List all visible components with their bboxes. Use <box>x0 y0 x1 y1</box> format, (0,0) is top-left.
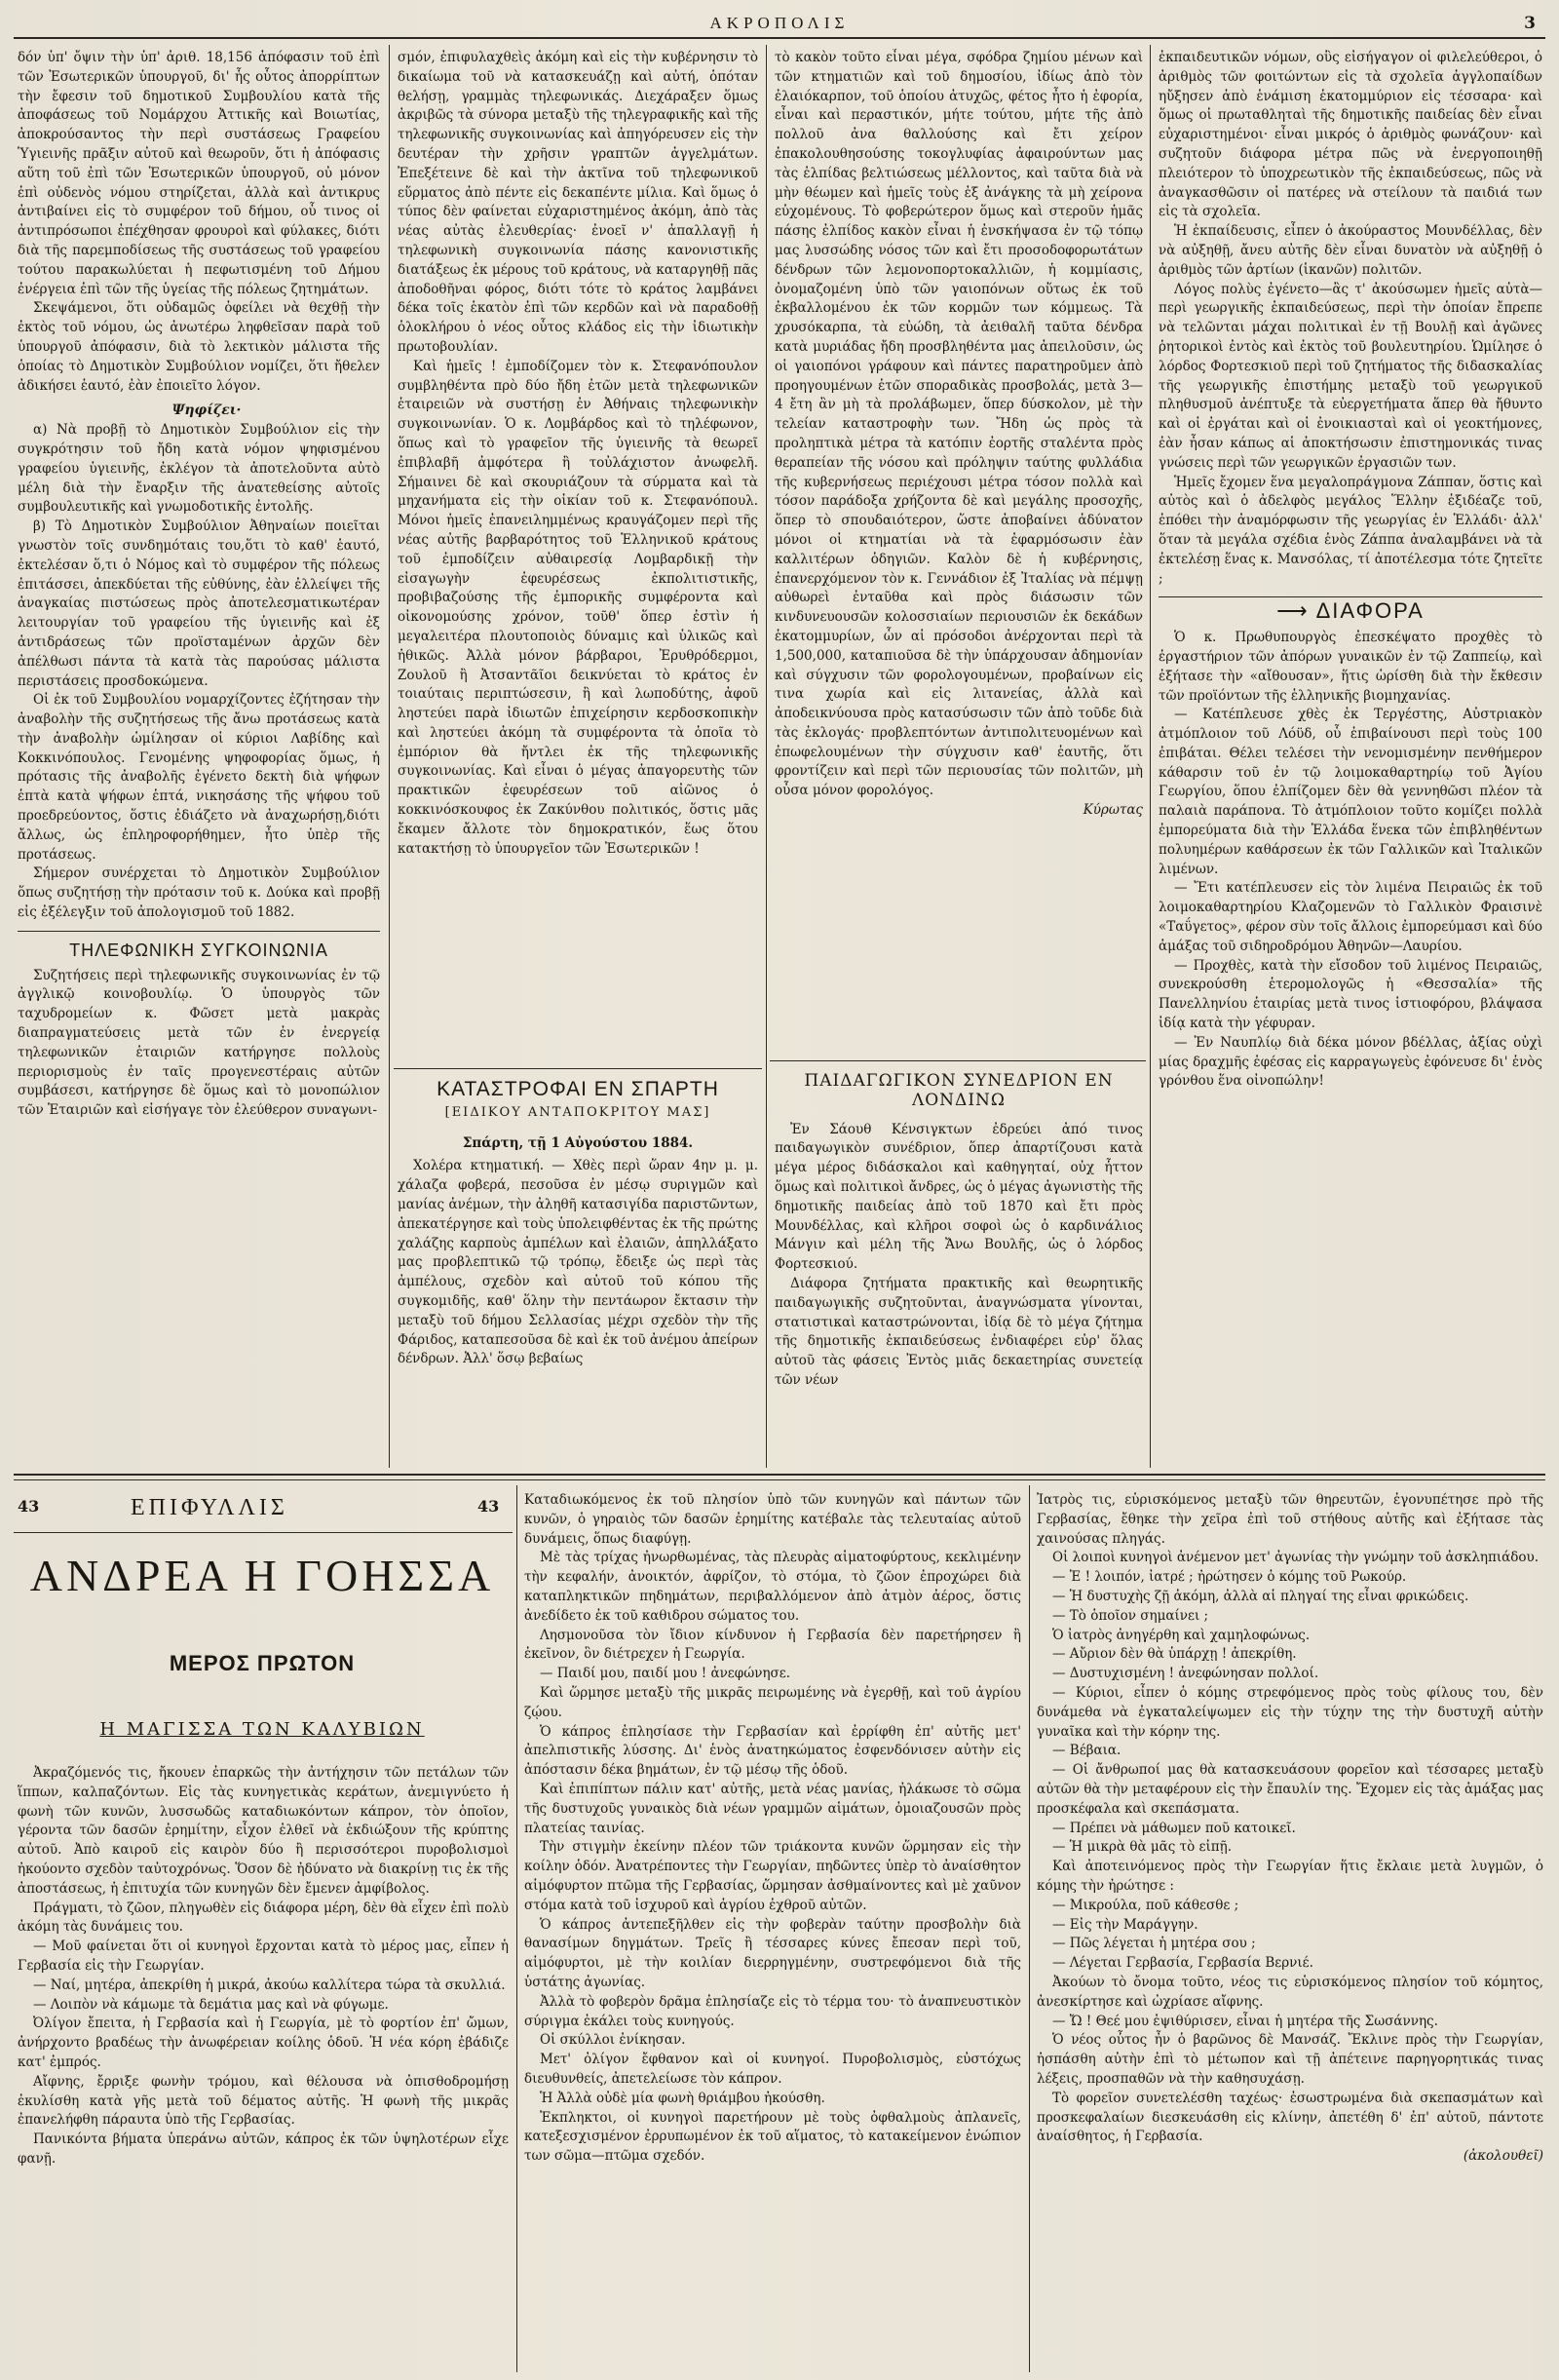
novel-paragraph: Καὶ ὥρμησε μεταξὺ τῆς μικρᾶς πειρωμένης νὰ ἐγερθῇ, καὶ τοῦ ἀγρίου ζῴου. <box>524 1684 1021 1720</box>
news-item: — Προχθὲς, κατὰ τὴν εἴσοδον τοῦ λιμένος Πειραιῶς, συνεκρούσθη ἑτερομολογῶς ἡ «Θεσσαλία» τῆς Πανελληνίου ἑταιρίας μετὰ τινος ἱστιοφόρου, βλάψασα ἰδίᾳ κατὰ τὴν γέφυραν. <box>1159 957 1542 1032</box>
novel-paragraph: Καὶ ἀποτεινόμενος πρὸς τὴν Γεωργίαν ἥτις ἔκλαιε μετὰ λυγμῶν, ὁ κόμης τὴν ἠρώτησε : <box>1037 1859 1543 1894</box>
feuilleton-rule <box>14 1479 1545 1480</box>
novel-paragraph: — Βέβαια. <box>1052 1743 1122 1759</box>
to-be-continued: (ἀκολουθεῖ) <box>1463 2148 1543 2165</box>
novel-paragraph: — Μικρούλα, ποῦ κάθεσθε ; <box>1052 1897 1239 1913</box>
sparta-article <box>398 1076 758 1466</box>
column-rule <box>1029 1485 1030 2372</box>
pedagogical-article <box>775 1066 1143 1466</box>
newspaper-title: ΑΚΡΟΠΟΛΙΣ <box>709 14 850 32</box>
article-paragraph: Χολέρα κτηματική. — Χθὲς περὶ ὥραν 4ην μ. μ. χάλαζα φοβερά, πεσοῦσα ἐν μέσῳ συριγμῶν καὶ μανίας ἀνέμων, τὴν ἀληθῆ κατασιγίδα παριστῶντων, ἀπεκατέργησε καὶ τοὺς ὑπολειφθέντας ἐκ τῆς πρώτης χαλάζης καρποὺς ἀμπέλων καὶ ἐλαιῶν, ἀπηλλάξατο μας προβλεπτικῶ τῷ τρόπῳ, ἔδειξε ὡς περὶ τὰς ἀμπέλους, σχεδὸν καὶ αὐτοῦ τοῦ κόπου τῆς συγκομιδῆς, καθ' ὅλην τὴν πεντάωρον ἔκτασιν τὴν μεταξὺ τοῦ δήμου Σελλασίας μέχρι σχεδὸν τὴν τῆς Φάριδος, καταπεσοῦσα δὲ καὶ ἐκ τοῦ ἀνέμου ἀπείρων δένδρων. Ἀλλ' ὅσῳ βεβαίως <box>398 1158 758 1367</box>
novel-paragraph: Μετ' ὀλίγον ἔφθανον καὶ οἱ κυνηγοί. Πυροβολισμὸς, εὐστόχως διευθυνθείς, ἀπετελείωσε τὸν κάπρον. <box>524 2052 1021 2087</box>
column-rule <box>516 1485 517 2372</box>
novel-paragraph: Μὲ τὰς τρίχας ἠνωρθωμένας, τὰς πλευρὰς αἱματοφύρτους, κεκλιμένην τὴν κεφαλήν, ἀνοικτόν, ἀφρίζον, τὸ στόμα, τὸ ζῶον ἐπροχώρει διὰ καταπληκτικῶν πηδημάτων, περιβαλλόμενον ἀπὸ ἀτμὸν ἀέρος, ὅστις ἀνεδίδετο ἐκ τοῦ καθιδρου σώματος του. <box>524 1550 1021 1624</box>
novel-paragraph: — Ναί, μητέρα, ἀπεκρίθη ἡ μικρά, ἀκούω καλλίτερα τώρα τὰ σκυλλιά. <box>33 1977 506 1993</box>
column-4 <box>1159 49 1542 1464</box>
article-paragraph: Ἐν Σάουθ Κένσιγκτων ἐδρεύει ἀπό τινος παιδαγωγικὸν συνέδριον, ὅπερ ἀπαρτίζουσι κατὰ μέγα μέρος διδάσκαλοι καὶ καθηγηταί, οὐχ ἧττον ὅμως καὶ πολιτικοὶ ἄνδρες, ὡς ὁ μέγας ἀγωνιστὴς τῆς δημοτικῆς παιδείας ἀπὸ τοῦ 1870 καὶ ἔτι πρὸς Μουνδέλλας, καὶ κλῆροι σοφοὶ ὡς ὁ καρδινάλιος Μάνγιν καὶ μέλη τῆς Ἄνω Βουλῆς, ὡς ὁ λόρδος Φορτεσκιού. <box>775 1121 1143 1273</box>
novel-paragraph: — Ὤ ! Θεέ μου ἐψιθύρισεν, εἶναι ἡ μητέρα τῆς Σωσάννης. <box>1052 2013 1438 2029</box>
novel-title: ΑΝΔΡΕΑ Η ΓΟΗΣΣΑ <box>29 1551 495 1600</box>
article-paragraph: Ἡ ἐκπαίδευσις, εἶπεν ὁ ἀκούραστος Μουνδέλλας, δὲν νὰ αὐξηθῇ, ἄνευ αὐτῆς δὲν εἶναι δυνατὸν νὰ αὐξηθῇ ὁ ἀριθμὸς τῶν ἀρτίων (ἱκανῶν) πολιτῶν. <box>1159 223 1542 278</box>
novel-paragraph: Ἡ Ἀλλὰ οὐδὲ μία φωνὴ θριάμβου ἠκούσθη. <box>540 2090 825 2106</box>
novel-paragraph: Ἀλλὰ τὸ φοβερὸν δρᾶμα ἐπλησίαζε εἰς τὸ τέρμα του· τὸ ἀναπνευστικὸν σύριγμα ἐκάλει τοὺς κυνηγούς. <box>524 1993 1021 2029</box>
article-paragraph: τὸ κακὸν τοῦτο εἶναι μέγα, σφόδρα ζημίου μένων καὶ τῶν κτηματιῶν καὶ τοῦ δημοσίου, ἰδίως ἀπὸ τὸν ἐλαιόκαρπον, τοῦ ὁποίου ἀτυχῶς, φέτος ἦτο ἡ ἐφορία, εἶναι καὶ περαστικόν, μήτε τούτου, μήτε τῆς ἀπὸ πολλοῦ ἀνα θαλλούσης καὶ ἔτι χείρον ἐπακολουθησούσης τοκογλυφίας ἀφαιρούντων μας τὰς ἐλπίδας βελτιώσεως μέλλοντος, καὶ ταῦτα διὰ νὰ μὴν θέωμεν καὶ ἡμεῖς τοὺς ἐξ ἀνάγκης τὰ μὴ χείρονα εὐχομένους. Τὸ φοβερώτερον ὅμως καὶ στεροῦν ἡμᾶς πάσης ἐλπίδος κακὸν εἶναι ἡ ἐνσκήψασα ἐν τῷ τόπῳ μας λυσσώδης νόσος τῶν καὶ ἔτι προσοδοφορωτάτων δένδρων τῶν λεμονοπορτοκαλλιῶν, ἡ κομμίασις, ὀνομαζομένη ὑπὸ τῶν γαιοπόνων οὕτως ἐκ τοῦ ἐκβαλλομένου ἐκ τῶν κορμῶν των κόμμεως. Τὰ χρυσόκαρπα, τὰ εὐώδη, τὰ ἀειθαλῆ ταῦτα δένδρα κατὰ μυριάδας ἤδη προσβληθέντα μας ἀπειλοῦσιν, ὡς οἱ γαιοπόνοι γράφουν καὶ πάντες παρατηροῦμεν ἀπὸ προηγουμένων ἐτῶν σποραδικὰς προσβολάς, μετὰ 3—4 ἔτη ἂν μὴ τὰ προλάβωμεν, ὅπερ δύσκολον, μὲ τὴν τελείαν καταστροφὴν των. Ἤδη ὡς πρὸς τὰ προληπτικὰ μέτρα τὰ κατόπιν ἐορτῆς σταλέντα πρὸς θεραπείαν τῆς νόσου καὶ πρόληψιν ταύτης φυλλάδια τῆς κυβερνήσεως περιέχουσι μέτρα τόσον πολλὰ καὶ τόσον παράδοξα χρήζοντα δὲ καὶ μεγάλης προσοχῆς, ὅπερ τὸ σπουδαιότερον, ὥστε ἀποβαίνει ἀδύνατον μόνοι οἱ κτηματίαι νὰ τὰ ἐφαρμόσωσιν ἐὰν καλλιτέρων ὁδηγιῶν. Καλὸν δὲ ἡ κυβέρνησις, ἐπανερχόμενον τὸν κ. Γεννάδιον ἐξ Ἰταλίας νὰ πέμψῃ αὐθωρεὶ ἐνταῦθα καὶ πρὸς διάσωσιν τῶν κινδυνευουσῶν κολοσσιαίων περιουσιῶν ἐκ δεκάδων ἑκατομμυρίων, ὧν αἱ πρόσοδοι ἀνέρχονται περὶ τὰ 1,500,000, καταπιοῦσα δὲ τὴν ὑπάρχουσαν ἀδημονίαν καὶ σύγχυσιν τῶν φορολογουμένων, προβαίνων εἰς τινα χωρία καὶ εἰς λιτανείας, ἀλλὰ καὶ ἀποδεικνύουσα πρὸς κατασύσωσιν τῶν ἀπὸ τοῦδε διὰ τὰς ἐκλογάς· προβλεπτόντων ἀντιπολιτευομένων καὶ ἐπωφελουμένων τὴν σύγχυσιν καθ' ἑαυτῆς, ὅτι φροντίζειν καὶ περὶ τῶν περιουσίας τῶν πολιτῶν, μὴ οὖσα μόνον φορολόγος. <box>775 50 1143 799</box>
novel-paragraph: — Αὔριον δὲν θὰ ὑπάρχῃ ! ἀπεκρίθη. <box>1052 1646 1297 1663</box>
column-1 <box>18 49 380 1462</box>
masthead <box>14 10 1545 39</box>
article-paragraph: δόν ὑπ' ὄψιν τὴν ὑπ' ἀριθ. 18,156 ἀπόφασιν τοῦ ἐπὶ τῶν Ἐσωτερικῶν ὑπουργοῦ, δι' ἧς οὗτος ἀπορρίπτων τὴν ἔφεσιν τοῦ δημοτικοῦ Συμβουλίου κατὰ τῆς ἀποφάσεως τοῦ Νομάρχου Ἀττικῆς καὶ Βοιωτίας, ἀποκρούσαντος τὴν περὶ συστάσεως Γραφείου Ὑγιεινῆς πρᾶξιν αὐτοῦ καὶ θεωροῦν, ὅτι ἡ ἀπόφασις αὕτη τοῦ ἐπὶ τῶν Ἐσωτερικῶν ὑπουργοῦ, οὐ μόνον ἐπὶ οὐδενὸς νόμου στηρίζεται, ἀλλὰ καὶ ἀντικρυς ἀντιβαίνει εἰς τὸ συμφέρον τοῦ δήμου, οὗ τινος οἱ ἀντιπρόσωποι ἐπέχθησαν φρουροὶ καὶ φύλακες, διότι διὰ τῆς παρεμποδίσεως τῆς συστάσεως τοῦ γραφείου τούτου παρακωλύεται ἡ πεφωτισμένη τοῦ Δήμου ἐνέργεια ἐπὶ τῶν τῆς ὑγείας τῆς πόλεως ζητημάτων. <box>18 50 380 297</box>
correspondent-note: [ΕΙΔΙΚΟΥ ΑΝΤΑΠΟΚΡΙΤΟΥ ΜΑΣ] <box>444 1104 711 1120</box>
feuilleton-column-1 <box>18 1764 509 2372</box>
novel-paragraph: — Δυστυχισμένη ! ἀνεφώνησαν πολλοί. <box>1052 1666 1319 1682</box>
novel-paragraph: — Ἡ μικρὰ θὰ μᾶς τὸ εἰπῇ. <box>1052 1839 1233 1856</box>
news-item: — Ἔτι κατέπλευσεν εἰς τὸν λιμένα Πειραιῶς ἐκ τοῦ λοιμοκαθαρτηρίου Κλαζομενῶν τὸ Γαλλικὸν Φραισινὲ «Ταΰγετος», φέρον σὺν τοῖς ἄλλοις ἐμπορεύμασι καὶ δύο ἁμάξας τοῦ σιδηροδρόμου Ἀθηνῶν—Λαυρίου. <box>1159 880 1542 954</box>
telephone-article-title: ΤΗΛΕΦΩΝΙΚΗ ΣΥΓΚΟΙΝΩΝΙΑ <box>69 940 328 960</box>
feuilleton-label: ΕΠΙΦΥΛΛΙΣ <box>131 1495 288 1520</box>
section-divider <box>18 931 380 932</box>
novel-paragraph: — Εἰς τὴν Μαράγγην. <box>1052 1916 1198 1933</box>
correspondent-signature: Κύρωτας <box>1083 802 1143 819</box>
column-rule <box>766 45 767 1468</box>
article-paragraph: α) Νὰ προβῇ τὸ Δημοτικὸν Συμβούλιον εἰς τὴν συγκρότησιν τοῦ ἤδη κατὰ νόμον ψηφισμένου γραφείου ὑγιεινῆς, ἐκλέγον τὰ ἀποτελοῦντα αὐτὸ μέλη διὰ τὴν ἔναρξιν τῆς ἀνατεθείσης αὐτοῖς συμβουλευτικῆς καὶ γνωμοδοτικῆς ἐντολῆς. <box>18 422 380 516</box>
novel-paragraph: — Πῶς λέγεται ἡ μητέρα σου ; <box>1052 1936 1256 1952</box>
novel-paragraph: Ὁ νέος οὗτος ἦν ὁ βαρῶνος δὲ Μανσάζ. Ἔκλινε πρὸς τὴν Γεωργίαν, ἠσπάσθη αὐτὴν ἐπὶ τὸ μέτωπον καὶ τῇ ἀπέτεινε παρηγορητικάς τινας λέξεις, προσπαθῶν νὰ τὴν καθησυχάσῃ. <box>1037 2032 1543 2087</box>
news-item: — Κατέπλευσε χθὲς ἐκ Τεργέστης, Αὐστριακὸν ἀτμόπλοιον τοῦ Λόϋδ, οὗ ἐπιβαίνουσι περὶ τοὺς 100 ἐπιβάται. Θέλει τελέσει τὴν νενομισμένην πενθήμερον κάθαρσιν τοῦ ἐν τῷ λοιμοκαθαρτηρίῳ τοῦ Ἁγίου Γεωργίου, ὅπου ἐλπίζομεν δὲν θὰ γεννηθῶσι πλέον τὰ παλαιὰ παράπονα. Τὸ ἀτμόπλοιον τοῦτο κομίζει πολλὰ ἐμπορεύματα διὰ τὴν Ἑλλάδα ἕνεκα τῶν ἐπιβληθέντων πολυημέρων καθάρσεων ἐκ τῶν Γαλλικῶν καὶ Ἰταλικῶν λιμένων. <box>1159 707 1542 877</box>
article-paragraph: Οἱ ἐκ τοῦ Συμβουλίου νομαρχίζοντες ἐζήτησαν τὴν ἀναβολὴν τῆς συζητήσεως τῆς ἄνω προτάσεως κατὰ τὴν ἀναβολὴν ὡμίλησαν οἱ κύριοι Λαβίδης καὶ Κοκκινόπουλος. Γενομένης ψηφοφορίας ὅμως, ἡ πρότασις τῆς ἀναβολῆς ἐγένετο δεκτὴ διὰ ψήφων ἑπτὰ κατὰ ψήφων ἑπτά, νικησάσης τῆς ψήφου τοῦ προεδρεύοντος, ὅστις ἐδιάζετο νὰ ἀναχωρήσῃ,διότι ἄλλως, ὡς ἐπληροφορήθημεν, ἦτο ὑπὲρ τῆς προτάσεως. <box>18 692 380 863</box>
dateline: Σπάρτη, τῇ 1 Αὐγούστου 1884. <box>462 1134 694 1151</box>
novel-paragraph: Αἴφνης, ἔρριξε φωνὴν τρόμου, καὶ θέλουσα νὰ ὀπισθοδρομήσῃ ἐκυλίσθη κατὰ γῆς μετὰ τοῦ δέματος αὐτῆς. Ἡ φωνὴ τῆς μικρᾶς ἐπανελήφθη πάραυτα ὑπὸ τῆς Γερβασίας. <box>18 2073 509 2129</box>
pedagogical-article-title: ΠΑΙΔΑΓΩΓΙΚΟΝ ΣΥΝΕΔΡΙΟΝ ΕΝ ΛΟΝΔΙΝΩ <box>804 1071 1114 1110</box>
novel-paragraph: Καὶ ἐπιπίπτων πάλιν κατ' αὐτῆς, μετὰ νέας μανίας, ἠλάκωσε τὸ σῶμα τῆς δυστυχοῦς γυναικὸς διὰ νέων γραμμῶν αἱμάτων, ὁμοιαζουσῶν πρὸς πλατείας ταινίας. <box>524 1781 1021 1836</box>
article-paragraph: Λόγος πολὺς ἐγένετο—ἂς τ' ἀκούσωμεν ἡμεῖς αὐτὰ—περὶ γεωργικῆς ἐκπαιδεύσεως, περὶ τὴν ὁποίαν ἔπρεπε νὰ τελῶνται μάχαι πολιτικαὶ ἐν τῇ Βουλῇ καὶ ἀγῶνες ῥητορικοὶ ἐντὸς καὶ ἐκτὸς τοῦ βουλευτηρίου. Ὡμίλησε ὁ λόρδος Φορτεσκιοῦ περὶ τοῦ ζητήματος τῆς διδασκαλίας τῆς γεωργικῆς ἐπιστήμης μεταξὺ τοῦ γεωργικοῦ πληθυσμοῦ ἀνέπτυξε τὰ εὐεργετήματα ἅπερ θὰ ἤθυντο καὶ οἱ ἐργάται καὶ οἱ ἐνοικιασταὶ καὶ οἱ γεοκτήμονες, ἐὰν ἦσαν κάπως αἱ ἀποκτήσωσιν ἐπιστημονικάς τινας γνώσεις περὶ τῶν γεωργικῶν ἐργασιῶν των. <box>1159 281 1542 471</box>
article-paragraph: Σκεψάμενοι, ὅτι οὐδαμῶς ὀφείλει νὰ θεχθῇ τὴν ἐκτὸς τοῦ νόμου, ὡς ἀνωτέρω ληφθεῖσαν παρὰ τοῦ ὑπουργοῦ ἀπόφασιν, διὰ τὸ λεκτικὸν μάλιστα τῆς ὁποίας τὸ Δημοτικὸν Συμβούλιον νομίζει, ὅτι ἤθελεν ἀδικήσει ἑαυτό, ἐὰν ἐποιεῖτο λόγον. <box>18 300 380 394</box>
news-item: — Ἐν Ναυπλίῳ διὰ δέκα μόνον βδέλλας, ἀξίας οὐχὶ μίας δραχμῆς ἐφέσας εἰς καρραγωγεὺς ἐφόνευσε δι' ἑνὸς γρόνθου ἕνα οἰνοπώλην! <box>1159 1034 1542 1090</box>
novel-paragraph: Ὁ ἰατρὸς ἀνηγέρθη καὶ χαμηλοφώνως. <box>1052 1627 1311 1643</box>
section-divider <box>1159 596 1542 597</box>
novel-paragraph: Καταδιωκόμενος ἐκ τοῦ πλησίον ὑπὸ τῶν κυνηγῶν καὶ πάντων τῶν κυνῶν, ὁ γηραιὸς τῶν δασῶν ἐρημίτης κατέβαλε τὰς τελευταίας αὐτοῦ δυνάμεις, ὅπως διαφύγῃ. <box>524 1492 1021 1547</box>
novel-paragraph: — Παιδί μου, παιδί μου ! ἀνεφώνησε. <box>540 1666 791 1682</box>
feuilleton-number: 43 <box>18 1497 40 1516</box>
article-paragraph: β) Τὸ Δημοτικὸν Συμβούλιον Ἀθηναίων ποιεῖται γνωστὸν τοῖς συνδημόταις του,ὅτι τὸ καθ' ἑαυτό, ἐκτελέσαν ὅ,τι ὁ Νόμος καὶ τὸ συμφέρον τῆς πόλεως ἐπιτάσσει, ἀπεκδύεται τῆς εὐθύνης, ἐὰν ἐλλείψει τῆς ἀναγκαίας πιστώσεως πρὸς ἀποτελεσματικωτέραν λειτουργίαν τοῦ γραφείου τῆς ὑγιεινῆς καὶ ἐξ ἀντιδράσεως τῶν προϊσταμένων ἀρχῶν δὲν ἀπέλθωσι πάντα τὰ κατὰ τὰς παρούσας μάλιστα περιστάσεις προσδοκώμενα. <box>18 518 380 689</box>
novel-paragraph: — Οἱ ἄνθρωποί μας θὰ κατασκευάσουν φορεῖον καὶ τέσσαρες μεταξὺ αὐτῶν θὰ τὴν μεταφέρουν εἰς τὴν ἔπαυλίν της. Ἔχομεν εἰς τὰς ἁμάξας μας προσκέφαλα καὶ σκεπάσματα. <box>1037 1762 1543 1817</box>
news-item: Ὁ κ. Πρωθυπουργὸς ἐπεσκέψατο προχθὲς τὸ ἐργαστήριον τῶν ἀπόρων γυναικῶν ἐν τῷ Ζαππείῳ, καὶ ἐξήτασε τὴν «αἴθουσαν», ἥτις ὡρίσθη διὰ τὴν ἔκθεσιν τῶν προϊόντων τῆς ἑλληνικῆς βιομηχανίας. <box>1159 630 1542 704</box>
novel-paragraph: — Πρέπει νὰ μάθωμεν ποῦ κατοικεῖ. <box>1052 1820 1296 1836</box>
feuilleton-column-3 <box>1037 1491 1543 2372</box>
novel-paragraph: Τὸ φορεῖον συνετελέσθη ταχέως· ἐσωστρωμένα διὰ σκεπασμάτων καὶ προσκεφαλαίων διεσκευάσθη εἰς κλίνην, ἀπετέθη δ' ἐπ' αὐτοῦ, πάντοτε ἀναίσθητος, ἡ Γερβασία. <box>1037 2090 1543 2145</box>
novel-paragraph: Τὴν στιγμὴν ἐκείνην πλέον τῶν τριάκοντα κυνῶν ὥρμησαν εἰς τὴν κοίλην ὁδόν. Ἀνατρέποντες τὴν Γεωργίαν, πηδῶντες ὑπὲρ τὸ ἀναίσθητον αἱμόφυρτον πτῶμα τῆς Γερβασίας, ὥρμησαν ἀσθμαίνοντες καὶ μὲ χαῦνον στόμα κατὰ τοῦ ἰσχυροῦ καὶ ἀγρίου ἐχθροῦ αὐτῶν. <box>524 1839 1021 1913</box>
feuilleton-column-2 <box>524 1491 1021 2372</box>
resolution-heading: Ψηφίζει· <box>171 403 242 419</box>
section-divider <box>770 1060 1146 1061</box>
article-paragraph: Ἡμεῖς ἔχομεν ἕνα μεγαλοπράγμονα Ζάππαν, ὅστις καὶ αὐτὸς καὶ ὁ ἀδελφὸς μεγάλος Ἕλλην ἐξιδέαζε τοῦ, ἐπόθει τὴν ἀναμόρφωσιν τῆς γεωργίας ἐν Ἑλλάδι· ἀλλ' ὅταν τὰ μεγάλα σχέδια ἐνὸς Ζάππα ἀναλαμβάνει νὰ τὰ ἐκτελέσῃ ἕνας κ. Μανσόλας, τί ἀποτέλεσμα τότε ζητεῖτε ; <box>1159 474 1542 587</box>
novel-paragraph: — Μοῦ φαίνεται ὅτι οἱ κυνηγοὶ ἔρχονται κατὰ τὸ μέρος μας, εἶπεν ἡ Γερβασία εἰς τὴν Γεωργίαν. <box>18 1939 509 1974</box>
chapter-title: Η ΜΑΓΙΣΣΑ ΤΩΝ ΚΑΛΥΒΙΩΝ <box>99 1719 425 1740</box>
section-divider <box>394 1068 762 1069</box>
novel-paragraph: Ἐκπληκτοι, οἱ κυνηγοὶ παρετήρουν μὲ τοὺς ὀφθαλμοὺς ἀπλανεῖς, κατεξεσχισμένον ἐρρυπωμένον ἐκ τοῦ αἵματος, τὸ κατακείμενον ἐνώπιον των σῶμα—πτῶμα σχεδόν. <box>524 2109 1021 2165</box>
article-paragraph: ἐκπαιδευτικῶν νόμων, οὓς εἰσήγαγον οἱ φιλελεύθεροι, ὁ ἀριθμὸς τῶν φοιτώντων εἰς τὰ σχολεῖα ἀγγλοπαίδων ηὔξησεν ἀπὸ ἑνάμιση ἑκατομμύριον εἰς τέσσαρα· καὶ ὅμως οἱ πρωταθληταὶ τῆς δημοτικῆς παιδείας δὲν εἶναι εὐχαριστημένοι· εἶναι μικρός ὁ ἀριθμὸς φωνάζουν· καὶ συζητοῦν διάφορα μέτρα πῶς νὰ ἐνεργοποιηθῇ πλειότερον τὸ ὑποχρεωτικὸν τῆς ἐκπαιδεύσεως, πῶς νὰ ἀναγκασθῶσιν οἱ πατέρες νὰ στείλουν τὰ παιδιά των εἰς τὰ σχολεῖα. <box>1159 50 1542 220</box>
part-title: ΜΕΡΟΣ ΠΡΩΤΟΝ <box>169 1651 356 1675</box>
novel-paragraph: Ὁ κάπρος ἀντεπεξῆλθεν εἰς τὴν φοβερὰν ταύτην προσβολὴν διὰ θανασίμων δηγμάτων. Τρεῖς ἢ τέσσαρες κύνες ἔπεσαν περὶ τοῦ, αἱμόφυρτοι, μὲ τὴν κοιλίαν διερρηγμένην, συστρεφόμενοι διὰ τῆς ὑστάτης ἀγωνίας. <box>524 1916 1021 1990</box>
novel-paragraph: Ἀκραζόμενός τις, ἤκουεν ἐπαρκῶς τὴν ἀντήχησιν τῶν πετάλων τῶν ἵππων, καλπαζόντων. Εἰς τὰς κυνηγετικὰς κεράτων, ἀνεμιγνύετο ἡ φωνὴ τῶν κυνῶν, λυσσωδῶς καταδιωκόντων κάπρον, τὸν ὁποῖον, γέροντα τῶν δασῶν ἐρημίτην, εἶχον ἐλθεῖ νὰ ἐκδιώξουν τῆς κρύπτης αὐτοῦ. Ἀπὸ καιροῦ εἰς καιρὸν δύο ἢ περισσότεροι πυροβολισμοὶ ἠκούοντο σχεδὸν ταὐτοχρόνως. Ὅσον δὲ ἠδύνατο νὰ διακρίνῃ τις ἐκ τῆς ἀποστάσεως, ἡ ἐπιτυχία τῶν κυνηγῶν δὲν ἔμενεν ἀμφίβολος. <box>18 1765 509 1897</box>
column-2 <box>398 49 758 1062</box>
column-rule <box>389 45 390 1468</box>
column-3 <box>775 49 1143 1053</box>
article-paragraph: Καὶ ἡμεῖς ! ἐμποδίζομεν τὸν κ. Στεφανόπουλον συμβληθέντα πρὸ δύο ἤδη ἐτῶν μετὰ τηλεφωνικῶν ἑταιρειῶν νὰ συστήσῃ ἐν Ἀθήναις τηλεφωνικὴν συγκοινωνίαν. Ὁ κ. Λομβάρδος καὶ τὸ τηλέφωνον, ὅπως καὶ τὸ γραφεῖον τῆς ὑγιεινῆς τὰ θεωρεῖ ἐπιβλαβῆ ἀμφότερα ἢ τοὐλάχιστον ἀνωφελῆ. Σήμαινει δὲ καὶ σκουριάζουν τὰ σύρματα καὶ τὰ μηχανήματα εἰς τὴν οἰκίαν τοῦ κ. Στεφανόπουλ. Μόνοι ἡμεῖς ἐπανειλημμένως κραυγάζομεν περὶ τῆς νέας αὐτῆς βαρβαρότητος τοῦ Ἑλληνικοῦ κράτους τοῦ ἐμποδίζειν αὐθαιρεσίᾳ Λομβαρδικῇ τὴν εἰσαγωγὴν ἐφευρέσεως ἐκπολιτιστικῆς, προβιβαζούσης τῆς ἐμπορικῆς συμφέροντα καὶ οἰκονομούσης χρόνον, τοῦθ' ὅπερ ἐστὶν ἡ μεγαλειτέρα πλουτοποιὸς δύναμις καὶ ὑλικῶς καὶ ἠθικῶς. Ἀλλὰ μόνον βάρβαροι, Ἐρυθρόδερμοι, Ζουλοῦ ἢ Ἀτσαντᾶῖοι δεικνύεται τὸ κράτος ἐν τοιαύταις περιπτώσεσιν, ἢ καὶ λωποδύτης, ἀφοῦ ληστεύει παρὰ ἰδιωτῶν ἐπιχείρησιν κερδοσκοπικὴν καὶ ληστεύει ἀκόμη τὰ συμφέροντα τὰ ὁποῖα τὸ ἐμπόριον θὰ ἤντλει ἐκ τῆς τηλεφωνικῆς συγκοινωνίας. Καὶ εἶναι ὁ μέγας ἀπαγορευτὴς τῶν πρακτικῶν ἐφευρέσεων τοῦ αἰῶνος ὁ κοκκινόσκουφος ἐκ Ζακύνθου πολιτικός, ὅστις μᾶς ἔκαμεν ἄλλοτε τὸν δημοκρατικόν, ἕως ὅτου κατακτήσῃ τὸ ὑπουργεῖον τῶν Ἐσωτερικῶν ! <box>398 358 758 857</box>
feuilleton-header <box>14 1493 511 1532</box>
novel-paragraph: Λησμονοῦσα τὸν ἴδιον κίνδυνον ἡ Γερβασία δὲν παρετήρησεν ἢ ἐκεῖνον, ὃν διέτρεχεν ἡ Γεωργία. <box>524 1627 1021 1663</box>
novel-paragraph: — Ἐ ! λοιπόν, ἰατρέ ; ἠρώτησεν ὁ κόμης τοῦ Ρωκούρ. <box>1052 1569 1407 1586</box>
novel-paragraph: Οἱ σκύλλοι ἐνίκησαν. <box>540 2032 686 2049</box>
article-paragraph: Διάφορα ζητήματα πρακτικῆς καὶ θεωρητικῆς παιδαγωγικῆς συζητοῦνται, ἀναγνώσματα γίνονται, στατιστικαὶ καταστρώνονται, ἰδίᾳ δὲ τὸ μέγα ζήτημα τῆς δημοτικῆς ἐκπαιδεύσεως ἐνδιαφέρει εὐρ' ὅλας αὐτοῦ τὰς φάσεις Ἐντὸς μιᾶς δεκαετηρίας συνετείᾳ τῶν νέων <box>775 1275 1143 1388</box>
page-number: 3 <box>1524 14 1536 33</box>
article-paragraph: Σήμερον συνέρχεται τὸ Δημοτικὸν Συμβούλιον ὅπως συζητήσῃ τὴν πρότασιν τοῦ κ. Δούκα καὶ προβῇ εἰς ἐξέλεγξιν τοῦ ἀπολογισμοῦ τοῦ 1882. <box>18 865 380 921</box>
column-rule <box>1150 45 1151 1468</box>
feuilleton-rule <box>14 1474 1545 1476</box>
novel-paragraph: — Ἡ δυστυχὴς ζῇ ἀκόμη, ἀλλὰ αἱ πληγαί της εἶναι φρικώδεις. <box>1052 1588 1469 1604</box>
article-paragraph: Συζητήσεις περὶ τηλεφωνικῆς συγκοινωνίας ἐν τῷ ἀγγλικῷ κοινοβουλίῳ. Ὁ ὑπουργὸς τῶν ταχυδρομείων κ. Φῶσετ μετὰ μακρὰς διαπραγματεύσεις μετὰ τῶν ἐν ἐνεργείᾳ τηλεφωνικῶν ἑταιριῶν κατήργησε πολλοὺς περιορισμοὺς ἐν ταῖς προγενεστέραις αὐτῶν συμβάσεσι, κατήργησε δὲ ὅμως καὶ τὸ μονοπώλιον τῶν Ἑταιριῶν καὶ εἰσήγαγε τὸν ἐλεύθερον συναγωνι- <box>18 967 380 1119</box>
miscellany-heading <box>1159 598 1542 624</box>
novel-paragraph: — Τὸ ὁποῖον σημαίνει ; <box>1052 1607 1209 1624</box>
feuilleton-number: 43 <box>477 1497 500 1516</box>
pointing-hand-icon: ⟶ <box>1276 598 1310 624</box>
article-paragraph: σμόν, ἐπιφυλαχθεὶς ἀκόμη καὶ εἰς τὴν κυβέρνησιν τὸ δικαίωμα τοῦ νὰ κατασκευάζῃ καὶ αὐτή, ὁπόταν θελήσῃ, γραμμὰς τηλεφωνικάς. Διεχάραξεν ὅμως ἀκριβῶς τὰ σύνορα μεταξὺ τῆς τηλεγραφικῆς καὶ τῆς τηλεφωνικῆς συγκοινωνίας καὶ ἀπηγόρευσεν εἰς τὴν δευτέραν τὴν χρῆσιν γραπτῶν ἀγγελμάτων. Ἐπεξέτεινε δὲ καὶ τὴν ἀκτῖνα τοῦ τηλεφωνικοῦ εὕρματος ἀπὸ πέντε εἰς δεκαπέντε μίλια. Καὶ ὅμως ὁ τύπος δὲν φαίνεται εὐχαριστημένος ἀκόμη, ἀπὸ τὰς νέας αὐτὰς ἐλευθερίας· ἐνοεῖ ν' ἀπαλλαγῇ ἡ τηλεφωνικὴ συγκοινωνία πάσης κανονιστικῆς διατάξεως ἐκ μέρους τοῦ κράτους, νὰ καταργηθῇ πᾶς ἀποδοθῆναι φόρος, διότι τότε τὸ κράτος λαμβάνει δέκα τοῖς ἑκατὸν ἐπὶ τῶν κερδῶν καὶ νὰ παραδοθῇ ὁλοκλήρου ὁ νέος οὗτος κλάδος εἰς τὴν ἰδιωτικὴν πρωτοβουλίαν. <box>398 50 758 355</box>
novel-paragraph: Πράγματι, τὸ ζῶον, πληγωθὲν εἰς διάφορα μέρη, δὲν θὰ εἶχεν ἐπὶ πολὺ ἀκόμη τὰς δυνάμεις του. <box>18 1900 509 1936</box>
novel-paragraph: — Λέγεται Γερβασία, Γερβασία Βερνιέ. <box>1052 1955 1313 1972</box>
miscellany-title: ΔΙΑΦΟΡΑ <box>1315 598 1425 624</box>
novel-paragraph: Ἰατρὸς τις, εὑρισκόμενος μεταξὺ τῶν θηρευτῶν, ἐγονυπέτησε πρὸ τῆς Γερβασίας, ἔθηκε τὴν χεῖρα ἐπὶ τοῦ στήθους αὐτῆς καὶ ἐξήτασε τὰς χαινούσας πληγάς. <box>1037 1492 1543 1547</box>
feuilleton-rule <box>14 1532 513 1533</box>
novel-paragraph: Πανικόντα βήματα ὑπεράνω αὐτῶν, κάπρος ἐκ τῶν ὑψηλοτέρων εἶχε φανῇ. <box>18 2131 509 2167</box>
novel-paragraph: Οἱ λοιποὶ κυνηγοὶ ἀνέμενον μετ' ἀγωνίας τὴν γνώμην τοῦ ἀσκληπιάδου. <box>1052 1550 1539 1566</box>
novel-paragraph: — Λοιπὸν νὰ κάμωμε τὰ δεμάτια μας καὶ νὰ φύγωμε. <box>33 1996 389 2013</box>
novel-paragraph: Ὁ κάπρος ἐπλησίασε τὴν Γερβασίαν καὶ ἐρρίφθη ἐπ' αὐτῆς μετ' ἀπελπιστικῆς λύσσης. Δι' ἑνὸς ἀνατηκώματος ἐσφενδόνισεν αὐτὴν εἰς ἀπόστασιν δέκα βημάτων, ἐν τῷ μέσῳ τῆς ὁδοῦ. <box>524 1723 1021 1779</box>
novel-paragraph: — Κύριοι, εἶπεν ὁ κόμης στρεφόμενος πρὸς τοὺς φίλους του, δὲν δυνάμεθα νὰ ἐγκαταλείψωμεν εἰς τὴν τύχην της τὴν δυστυχῆ αὐτὴν γυναῖκα καὶ τὴν κόρην της. <box>1037 1684 1543 1740</box>
novel-paragraph: Ὀλίγον ἔπειτα, ἡ Γερβασία καὶ ἡ Γεωργία, μὲ τὸ φορτίον ἐπ' ὤμων, ἀνήρχοντο βραδέως τὴν ἀνωφέρειαν κοίλης ὁδοῦ. Ἡ νέα κόρη ἐβάδιζε κατ' ἐμπρός. <box>18 2015 509 2070</box>
sparta-article-title: ΚΑΤΑΣΤΡΟΦΑΙ ΕΝ ΣΠΑΡΤΗ <box>437 1078 719 1100</box>
novel-paragraph: Ἀκούων τὸ ὄνομα τοῦτο, νέος τις εὑρισκόμενος πλησίον τοῦ κόμητος, ἀνεσκίρτησε καὶ ὠχρίασε αἴφνης. <box>1037 1974 1543 2010</box>
